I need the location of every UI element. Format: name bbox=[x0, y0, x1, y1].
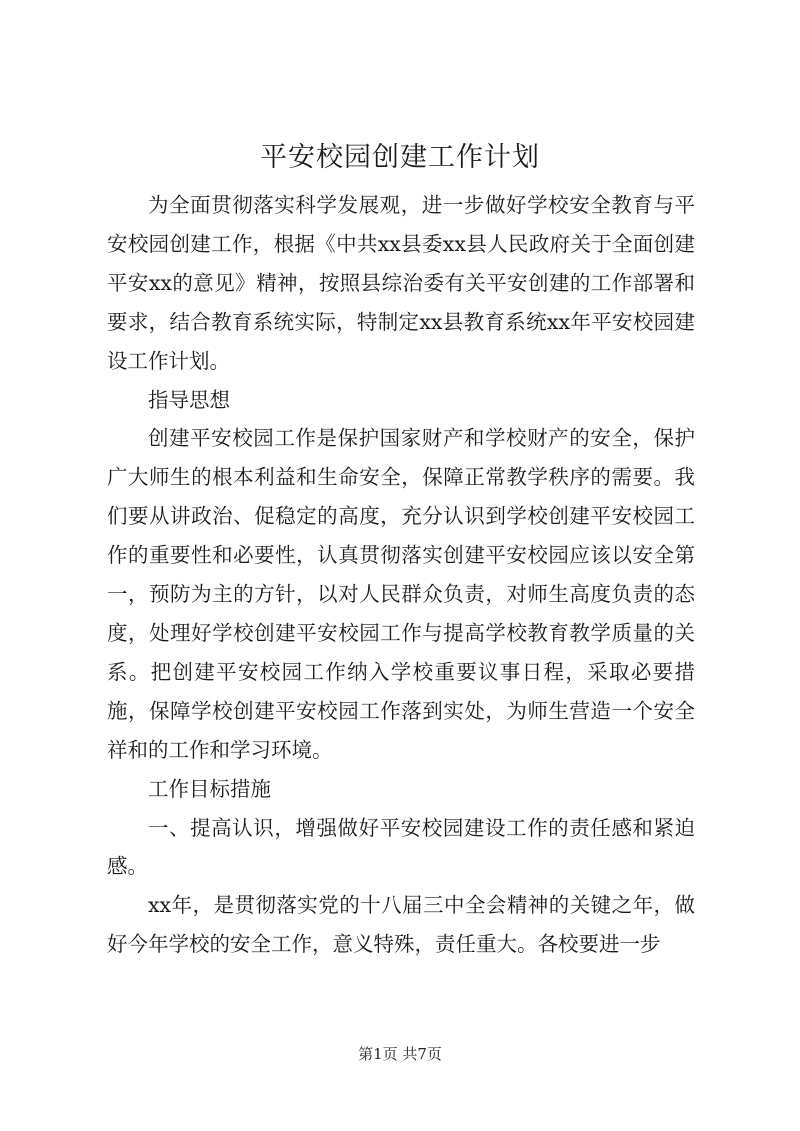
section-heading-goals-measures: 工作目标措施 bbox=[148, 776, 271, 801]
document-body bbox=[107, 186, 695, 964]
year-context-paragraph: xx年，是贯彻落实党的十八届三中全会精神的关键之年，做好今年学校的安全工作，意义特殊，责任重大。各校要进一步 bbox=[107, 893, 695, 957]
page-footer: 第1页 共7页 bbox=[358, 1045, 442, 1063]
guiding-thought-paragraph: 创建平安校园工作是保护国家财产和学校财产的安全，保护广大师生的根本利益和生命安全，保障正常教学秩序的需要。我们要从讲政治、促稳定的高度，充分认识到学校创建平安校园工作的重要性和必要性，认真贯彻落实创建平安校园应该以安全第一，预防为主的方针，以对人民群众负责，对师生高度负责的态度，处理好学校创建平安校园工作与提高学校教育教学质量的关系。把创建平安校园工作纳入学校重要议事日程，采取必要措施，保障学校创建平安校园工作落到实处，为师生营造一个安全祥和的工作和学习环境。 bbox=[107, 426, 695, 762]
section-heading-guiding-thought: 指导思想 bbox=[148, 387, 230, 412]
intro-paragraph: 为全面贯彻落实科学发展观，进一步做好学校安全教育与平安校园创建工作，根据《中共xx县委xx县人民政府关于全面创建平安xx的意见》精神，按照县综治委有关平安创建的工作部署和要求，结合教育系统实际，特制定xx县教育系统xx年平安校园建设工作计划。 bbox=[107, 193, 695, 373]
document-title: 平安校园创建工作计划 bbox=[260, 142, 540, 173]
measure-one-paragraph: 一、提高认识，增强做好平安校园建设工作的责任感和紧迫感。 bbox=[107, 815, 695, 879]
